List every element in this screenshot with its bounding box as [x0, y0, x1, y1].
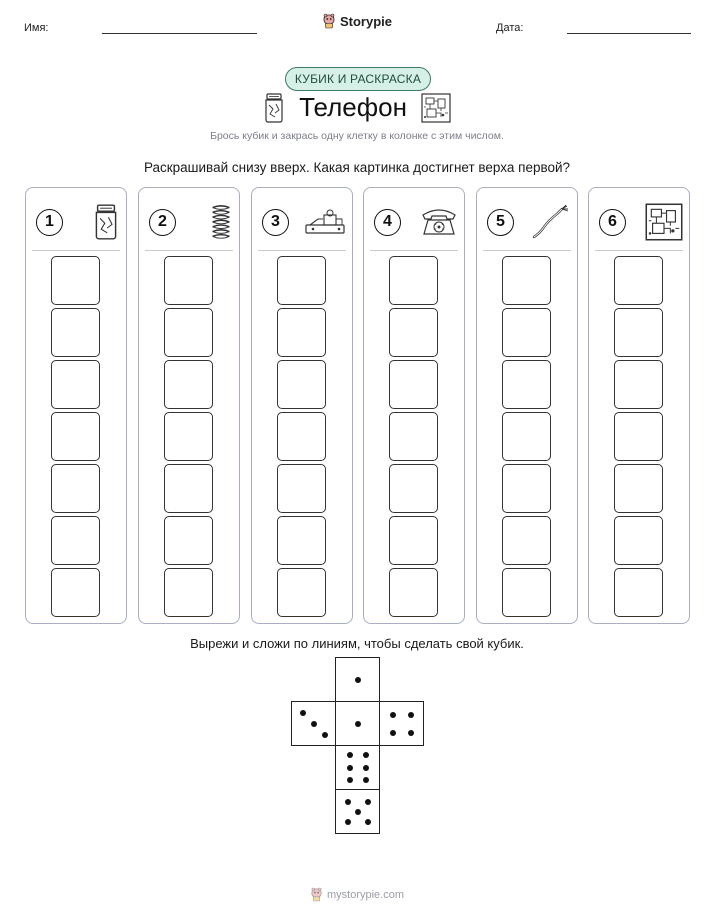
color-cell[interactable]	[614, 568, 663, 617]
cut-instruction: Вырежи и сложи по линиям, чтобы сделать свой кубик.	[190, 636, 524, 651]
color-cell[interactable]	[51, 568, 100, 617]
cable-icon	[531, 205, 571, 239]
dice-pip	[300, 710, 306, 716]
column-number: 4	[374, 209, 401, 236]
color-cell[interactable]	[614, 516, 663, 565]
color-cell[interactable]	[502, 412, 551, 461]
dice-face-1	[335, 657, 380, 702]
column-number: 1	[36, 209, 63, 236]
column-divider	[258, 250, 346, 251]
jar-icon	[263, 93, 285, 123]
rotary-phone-icon	[420, 206, 458, 238]
color-cell[interactable]	[389, 516, 438, 565]
color-cell[interactable]	[502, 568, 551, 617]
storypie-mascot-icon	[310, 887, 323, 902]
dice-pip	[365, 819, 371, 825]
column-divider	[145, 250, 233, 251]
dice-pip	[347, 777, 353, 783]
color-cell[interactable]	[614, 256, 663, 305]
color-cell[interactable]	[277, 308, 326, 357]
color-cell[interactable]	[51, 516, 100, 565]
column-number: 5	[487, 209, 514, 236]
name-label: Имя:	[24, 22, 49, 34]
color-cell[interactable]	[277, 568, 326, 617]
color-cell[interactable]	[614, 464, 663, 513]
color-cell[interactable]	[164, 360, 213, 409]
column-divider	[483, 250, 571, 251]
dice-pip	[347, 752, 353, 758]
column-5	[476, 187, 578, 624]
date-label: Дата:	[496, 22, 524, 34]
color-cell[interactable]	[164, 256, 213, 305]
dice-face-5	[335, 789, 380, 834]
dice-pip	[347, 765, 353, 771]
color-cell[interactable]	[51, 464, 100, 513]
dice-face-4	[379, 701, 424, 746]
color-cell[interactable]	[277, 464, 326, 513]
color-cell[interactable]	[51, 256, 100, 305]
storypie-mascot-icon	[322, 13, 336, 29]
dice-pip	[355, 677, 361, 683]
telegraph-icon	[304, 207, 346, 237]
column-divider	[595, 250, 683, 251]
column-divider	[32, 250, 120, 251]
color-cell[interactable]	[277, 412, 326, 461]
color-cell[interactable]	[389, 568, 438, 617]
column-header	[36, 202, 120, 242]
color-cell[interactable]	[51, 412, 100, 461]
page-title: Телефон	[299, 92, 407, 122]
color-cell[interactable]	[277, 256, 326, 305]
dice-pip	[322, 732, 328, 738]
color-cell[interactable]	[502, 516, 551, 565]
color-cell[interactable]	[277, 360, 326, 409]
dice-pip	[408, 712, 414, 718]
dice-pip	[311, 721, 317, 727]
title-row	[0, 92, 714, 123]
dice-face-3	[291, 701, 336, 746]
dice-pip	[355, 809, 361, 815]
column-6	[588, 187, 690, 624]
column-header	[374, 202, 458, 242]
color-cell[interactable]	[164, 412, 213, 461]
brand-name: Storypie	[339, 13, 392, 29]
dice-face-1	[335, 701, 380, 746]
name-line[interactable]	[102, 33, 257, 34]
dice-pip	[345, 799, 351, 805]
color-cell[interactable]	[51, 360, 100, 409]
dice-pip	[390, 730, 396, 736]
color-cell[interactable]	[164, 464, 213, 513]
dice-pip	[363, 777, 369, 783]
footer-url[interactable]: mystorypie.com	[326, 888, 405, 901]
color-cell[interactable]	[389, 308, 438, 357]
dice-pip	[363, 752, 369, 758]
column-header	[599, 202, 683, 242]
column-1	[25, 187, 127, 624]
column-number: 2	[149, 209, 176, 236]
circuit-board-icon	[645, 203, 683, 241]
color-cell[interactable]	[614, 412, 663, 461]
column-header	[149, 202, 233, 242]
dice-face-6	[335, 745, 380, 790]
dice-pip	[355, 721, 361, 727]
column-4	[363, 187, 465, 624]
color-cell[interactable]	[389, 412, 438, 461]
column-header	[262, 202, 346, 242]
color-cell[interactable]	[389, 256, 438, 305]
color-cell[interactable]	[614, 308, 663, 357]
column-3	[251, 187, 353, 624]
color-cell[interactable]	[164, 308, 213, 357]
color-cell[interactable]	[389, 464, 438, 513]
dice-pip	[345, 819, 351, 825]
color-cell[interactable]	[502, 464, 551, 513]
footer	[0, 887, 714, 902]
color-cell[interactable]	[277, 516, 326, 565]
column-2	[138, 187, 240, 624]
spring-icon	[209, 204, 233, 240]
activity-badge: КУБИК И РАСКРАСКА	[285, 67, 431, 91]
jar-icon	[92, 204, 120, 240]
dice-pip	[408, 730, 414, 736]
color-cell[interactable]	[502, 360, 551, 409]
dice-pip	[365, 799, 371, 805]
date-line[interactable]	[567, 33, 691, 34]
column-divider	[370, 250, 458, 251]
color-cell[interactable]	[51, 308, 100, 357]
color-cell[interactable]	[502, 256, 551, 305]
column-number: 6	[599, 209, 626, 236]
dice-pip	[363, 765, 369, 771]
brand-logo	[0, 13, 714, 29]
color-cell[interactable]	[502, 308, 551, 357]
color-cell[interactable]	[164, 568, 213, 617]
color-cell[interactable]	[389, 360, 438, 409]
column-header	[487, 202, 571, 242]
question: Раскрашивай снизу вверх. Какая картинка достигнет верха первой?	[143, 160, 571, 175]
color-cell[interactable]	[614, 360, 663, 409]
column-number: 3	[262, 209, 289, 236]
circuit-board-icon	[421, 93, 451, 123]
dice-pip	[390, 712, 396, 718]
instructions: Брось кубик и закрась одну клетку в колонке с этим числом.	[210, 130, 504, 142]
color-cell[interactable]	[164, 516, 213, 565]
